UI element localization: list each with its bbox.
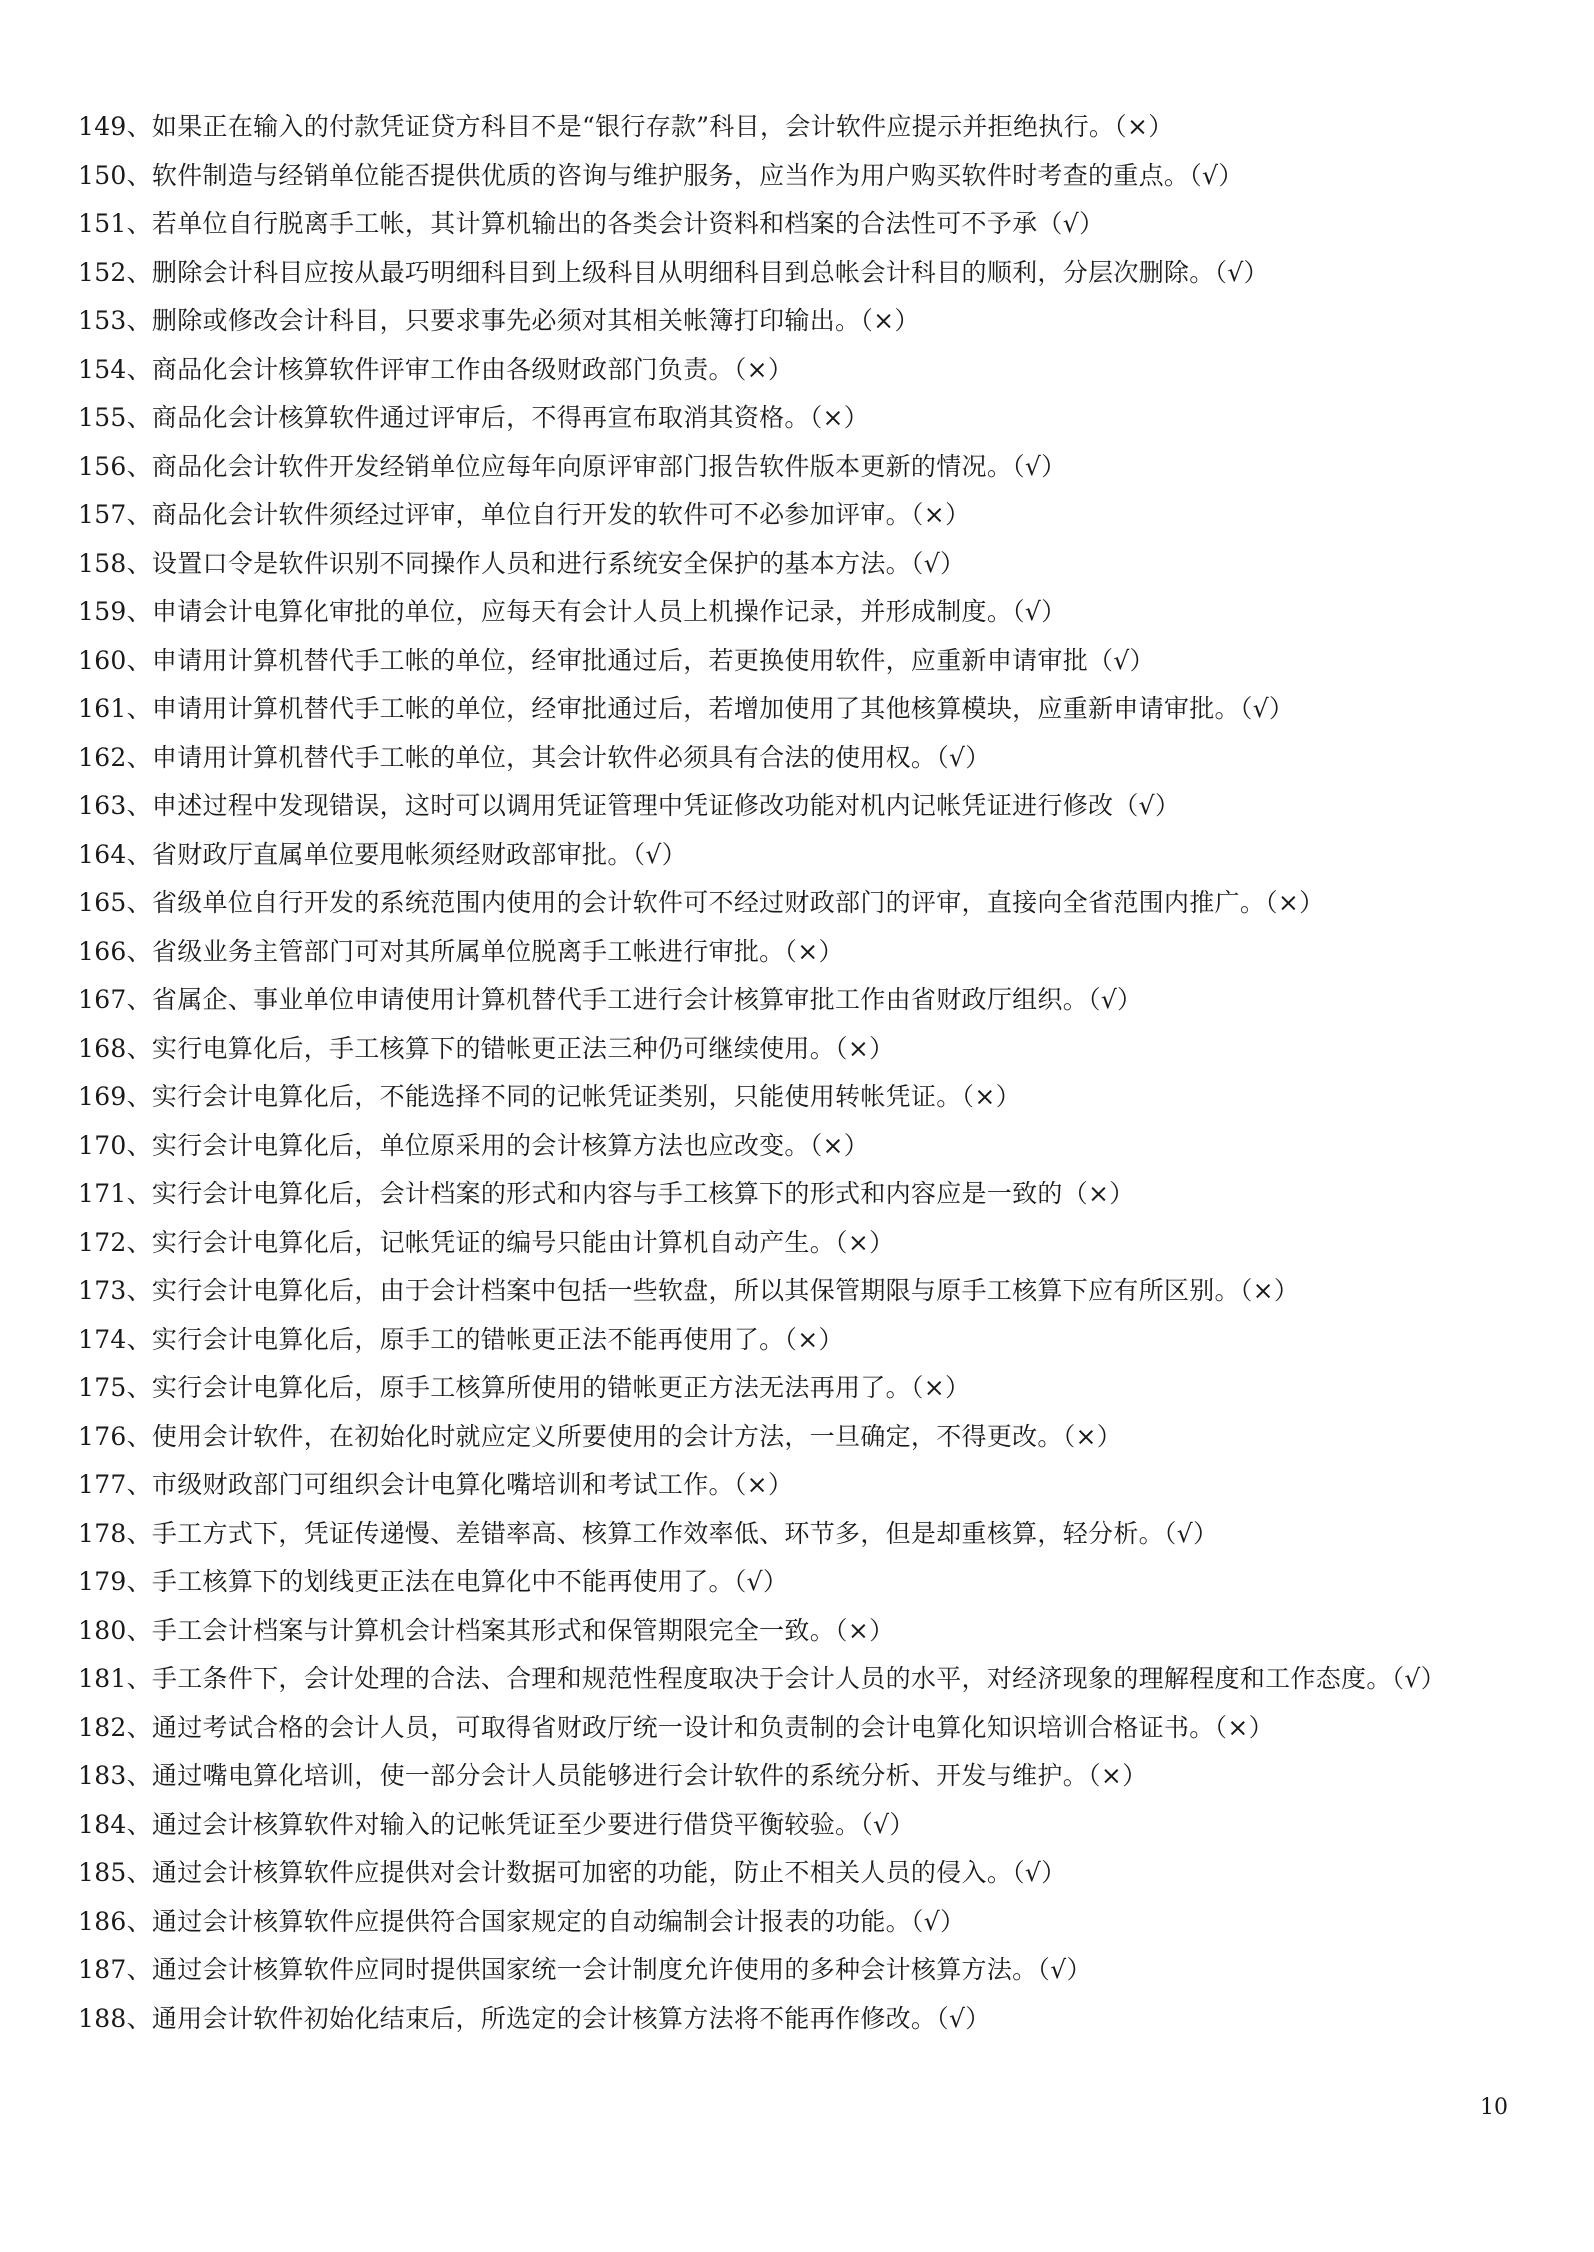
list-item: 152、删除会计科目应按从最巧明细科目到上级科目从明细科目到总帐会计科目的顺利，分层次删除。（√）	[78, 257, 1269, 287]
list-item: 183、通过嘴电算化培训，使一部分会计人员能够进行会计软件的系统分析、开发与维护。（×）	[78, 1761, 1148, 1790]
list-item: 187、通过会计核算软件应同时提供国家统一会计制度允许使用的多种会计核算方法。（√）	[78, 1955, 1092, 1984]
list-item: 182、通过考试合格的会计人员，可取得省财政厅统一设计和负责制的会计电算化知识培训合格证书。（×）	[78, 1712, 1274, 1742]
list-item: 150、软件制造与经销单位能否提供优质的咨询与维护服务，应当作为用户购买软件时考查的重点。（√）	[78, 160, 1244, 190]
list-item: 180、手工会计档案与计算机会计档案其形式和保管期限完全一致。（×）	[78, 1615, 895, 1645]
list-item: 154、商品化会计核算软件评审工作由各级财政部门负责。（×）	[78, 354, 794, 384]
list-item: 163、申述过程中发现错误，这时可以调用凭证管理中凭证修改功能对机内记帐凭证进行修改（√）	[78, 791, 1181, 820]
list-item: 170、实行会计电算化后，单位原采用的会计核算方法也应改变。（×）	[78, 1130, 870, 1160]
list-item: 157、商品化会计软件须经过评审，单位自行开发的软件可不必参加评审。（×）	[78, 500, 971, 529]
list-item: 188、通用会计软件初始化结束后，所选定的会计核算方法将不能再作修改。（√）	[78, 2003, 991, 2033]
list-item: 173、实行会计电算化后，由于会计档案中包括一些软盘，所以其保管期限与原手工核算下应有所区别。（×）	[78, 1276, 1300, 1305]
list-item: 164、省财政厅直属单位要甩帐须经财政部审批。（√）	[78, 839, 687, 869]
list-item: 166、省级业务主管部门可对其所属单位脱离手工帐进行审批。（×）	[78, 936, 844, 966]
list-item: 178、手工方式下，凭证传递慢、差错率高、核算工作效率低、环节多，但是却重核算，轻分析。（√）	[78, 1518, 1219, 1548]
list-item: 159、申请会计电算化审批的单位，应每天有会计人员上机操作记录，并形成制度。（√）	[78, 597, 1067, 626]
list-item: 161、申请用计算机替代手工帐的单位，经审批通过后，若增加使用了其他核算模块，应重新申请审批。（√）	[78, 694, 1295, 723]
list-item: 171、实行会计电算化后，会计档案的形式和内容与手工核算下的形式和内容应是一致的（×）	[78, 1179, 1135, 1208]
list-item: 168、实行电算化后，手工核算下的错帐更正法三种仍可继续使用。（×）	[78, 1033, 895, 1063]
list-item: 165、省级单位自行开发的系统范围内使用的会计软件可不经过财政部门的评审，直接向全省范围内推广。（×）	[78, 888, 1325, 917]
list-item: 167、省属企、事业单位申请使用计算机替代手工进行会计核算审批工作由省财政厅组织。（√）	[78, 985, 1143, 1014]
question-list	[78, 103, 1538, 2043]
list-item: 156、商品化会计软件开发经销单位应每年向原评审部门报告软件版本更新的情况。（√）	[78, 451, 1067, 481]
list-item: 185、通过会计核算软件应提供对会计数据可加密的功能，防止不相关人员的侵入。（√）	[78, 1858, 1067, 1887]
list-item: 181、手工条件下，会计处理的合法、合理和规范性程度取决于会计人员的水平，对经济现象的理解程度和工作态度。（√）	[78, 1664, 1446, 1693]
list-item: 179、手工核算下的划线更正法在电算化中不能再使用了。（√）	[78, 1567, 789, 1596]
list-item: 169、实行会计电算化后，不能选择不同的记帐凭证类别，只能使用转帐凭证。（×）	[78, 1082, 1021, 1111]
list-item: 176、使用会计软件，在初始化时就应定义所要使用的会计方法，一旦确定，不得更改。（×）	[78, 1421, 1123, 1451]
list-item: 149、如果正在输入的付款凭证贷方科目不是“银行存款”科目，会计软件应提示并拒绝执行。（×）	[78, 112, 1174, 141]
list-item: 174、实行会计电算化后，原手工的错帐更正法不能再使用了。（×）	[78, 1324, 844, 1354]
list-item: 155、商品化会计核算软件通过评审后，不得再宣布取消其资格。（×）	[78, 403, 870, 432]
page-number: 10	[1480, 2095, 1508, 2120]
list-item: 186、通过会计核算软件应提供符合国家规定的自动编制会计报表的功能。（√）	[78, 1906, 966, 1936]
list-item: 175、实行会计电算化后，原手工核算所使用的错帐更正方法无法再用了。（×）	[78, 1373, 971, 1402]
list-item: 162、申请用计算机替代手工帐的单位，其会计软件必须具有合法的使用权。（√）	[78, 742, 991, 772]
list-item: 151、若单位自行脱离手工帐，其计算机输出的各类会计资料和档案的合法性可不予承（√）	[78, 209, 1105, 238]
list-item: 184、通过会计核算软件对输入的记帐凭证至少要进行借贷平衡较验。（√）	[78, 1809, 915, 1839]
list-item: 158、设置口令是软件识别不同操作人员和进行系统安全保护的基本方法。（√）	[78, 548, 966, 578]
list-item: 153、删除或修改会计科目，只要求事先必须对其相关帐簿打印输出。（×）	[78, 306, 920, 335]
list-item: 177、市级财政部门可组织会计电算化嘴培训和考试工作。（×）	[78, 1470, 794, 1499]
list-item: 172、实行会计电算化后，记帐凭证的编号只能由计算机自动产生。（×）	[78, 1227, 895, 1257]
list-item: 160、申请用计算机替代手工帐的单位，经审批通过后，若更换使用软件，应重新申请审批（√）	[78, 645, 1155, 675]
